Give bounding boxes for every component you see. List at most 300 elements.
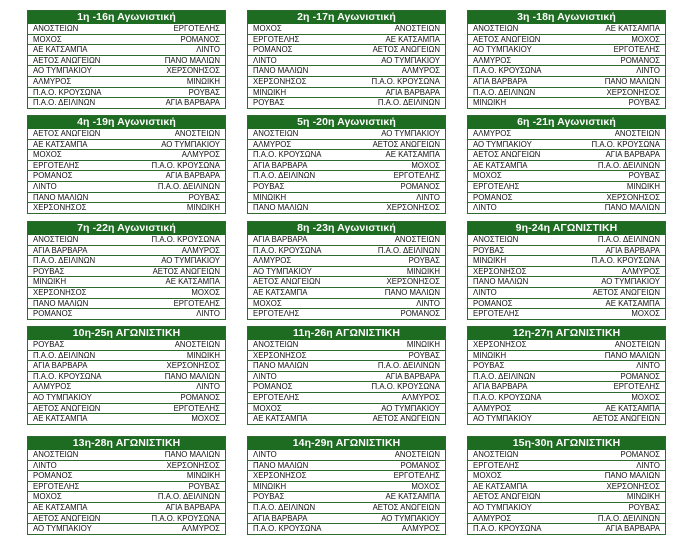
away-team: ΧΕΡΣΟΝΗΣΟΣ bbox=[386, 203, 440, 213]
match-row bbox=[468, 482, 665, 493]
away-team: ΑΟ ΤΥΜΠΑΚΙΟΥ bbox=[161, 139, 220, 149]
home-team: Π.Α.Ο. ΚΡΟΥΣΩΝΑ bbox=[253, 245, 322, 255]
match-row bbox=[468, 235, 665, 246]
away-team: ΛΙΝΤΟ bbox=[416, 192, 440, 202]
away-team: ΛΙΝΤΟ bbox=[196, 382, 220, 392]
match-row bbox=[248, 309, 445, 319]
match-row bbox=[468, 524, 665, 534]
match-row bbox=[28, 267, 225, 278]
round-card bbox=[247, 436, 446, 535]
home-team: ΜΟΧΟΣ bbox=[253, 403, 282, 413]
home-team: ΕΡΓΟΤΕΛΗΣ bbox=[473, 460, 520, 470]
away-team: Π.Α.Ο. ΚΡΟΥΣΩΝΑ bbox=[151, 160, 220, 170]
match-row bbox=[468, 77, 665, 88]
away-team: Π.Α.Ο. ΚΡΟΥΣΩΝΑ bbox=[371, 382, 440, 392]
home-team: Π.Α.Ο. ΔΕΙΛΙΝΩΝ bbox=[253, 502, 316, 512]
home-team: ΑΛΜΥΡΟΣ bbox=[473, 55, 512, 65]
away-team: ΑΝΟΣΤΕΙΩΝ bbox=[174, 129, 220, 138]
home-team: ΕΡΓΟΤΕΛΗΣ bbox=[33, 160, 80, 170]
away-team: ΑΕ ΚΑΤΣΑΜΠΑ bbox=[385, 34, 440, 44]
home-team: ΡΟΥΒΑΣ bbox=[473, 361, 505, 371]
away-team: ΕΡΓΟΤΕΛΗΣ bbox=[393, 171, 440, 181]
home-team: Π.Α.Ο. ΚΡΟΥΣΩΝΑ bbox=[253, 524, 322, 534]
home-team: ΑΛΜΥΡΟΣ bbox=[473, 403, 512, 413]
away-team: ΧΕΡΣΟΝΗΣΟΣ bbox=[386, 277, 440, 287]
home-team: ΡΟΜΑΝΟΣ bbox=[473, 298, 513, 308]
match-row bbox=[28, 471, 225, 482]
away-team: Π.Α.Ο. ΔΕΙΛΙΝΩΝ bbox=[377, 98, 440, 108]
home-team: ΜΟΧΟΣ bbox=[473, 471, 502, 481]
home-team: ΡΟΜΑΝΟΣ bbox=[33, 171, 73, 181]
away-team: ΑΟ ΤΥΜΠΑΚΙΟΥ bbox=[601, 277, 660, 287]
round-title: 9η-24η ΑΓΩΝΙΣΤΙΚΗ bbox=[468, 222, 665, 235]
home-team: ΑΕΤΟΣ ΑΝΩΓΕΙΩΝ bbox=[473, 492, 541, 502]
away-team: ΜΟΧΟΣ bbox=[191, 287, 220, 297]
away-team: ΑΛΜΥΡΟΣ bbox=[181, 245, 220, 255]
match-row bbox=[468, 140, 665, 151]
match-row bbox=[28, 45, 225, 56]
match-row bbox=[248, 492, 445, 503]
home-team: ΠΑΝΟ ΜΑΛΙΩΝ bbox=[253, 361, 309, 371]
match-row bbox=[28, 77, 225, 88]
home-team: ΜΙΝΩΙΚΗ bbox=[253, 192, 287, 202]
home-team: ΑΝΟΣΤΕΙΩΝ bbox=[473, 235, 519, 244]
away-team: Π.Α.Ο. ΔΕΙΛΙΝΩΝ bbox=[377, 245, 440, 255]
match-row bbox=[28, 277, 225, 288]
away-team: ΛΙΝΤΟ bbox=[196, 309, 220, 319]
round-card bbox=[467, 326, 666, 425]
away-team: ΡΟΜΑΝΟΣ bbox=[400, 460, 440, 470]
home-team: ΧΕΡΣΟΝΗΣΟΣ bbox=[253, 471, 307, 481]
away-team: ΑΟ ΤΥΜΠΑΚΙΟΥ bbox=[381, 55, 440, 65]
home-team: Π.Α.Ο. ΔΕΙΛΙΝΩΝ bbox=[473, 371, 536, 381]
home-team: ΛΙΝΤΟ bbox=[253, 55, 277, 65]
home-team: ΡΟΜΑΝΟΣ bbox=[33, 309, 73, 319]
match-row bbox=[28, 56, 225, 67]
home-team: ΡΟΥΒΑΣ bbox=[253, 181, 285, 191]
home-team: ΠΑΝΟ ΜΑΛΙΩΝ bbox=[33, 298, 89, 308]
home-team: ΕΡΓΟΤΕΛΗΣ bbox=[473, 181, 520, 191]
away-team: Π.Α.Ο. ΚΡΟΥΣΩΝΑ bbox=[591, 139, 660, 149]
away-team: ΜΙΝΩΙΚΗ bbox=[626, 181, 660, 191]
home-team: ΜΙΝΩΙΚΗ bbox=[473, 350, 507, 360]
away-team: ΑΛΜΥΡΟΣ bbox=[401, 392, 440, 402]
home-team: ΑΝΟΣΤΕΙΩΝ bbox=[33, 235, 79, 244]
round-title: 13η-28η ΑΓΩΝΙΣΤΙΚΗ bbox=[28, 437, 225, 450]
home-team: ΧΕΡΣΟΝΗΣΟΣ bbox=[473, 266, 527, 276]
match-row bbox=[248, 482, 445, 493]
round-title: 1η -16η Αγωνιστική bbox=[28, 11, 225, 24]
away-team: ΑΛΜΥΡΟΣ bbox=[621, 266, 660, 276]
home-team: Π.Α.Ο. ΔΕΙΛΙΝΩΝ bbox=[473, 87, 536, 97]
away-team: ΑΕΤΟΣ ΑΝΩΓΕΙΩΝ bbox=[372, 139, 440, 149]
away-team: ΡΟΜΑΝΟΣ bbox=[620, 450, 660, 459]
away-team: ΑΛΜΥΡΟΣ bbox=[181, 150, 220, 160]
away-team: ΑΓΙΑ ΒΑΡΒΑΡΑ bbox=[605, 524, 660, 534]
match-row bbox=[28, 524, 225, 534]
match-row bbox=[468, 299, 665, 310]
home-team: ΠΑΝΟ ΜΑΛΙΩΝ bbox=[33, 192, 89, 202]
match-row bbox=[248, 161, 445, 172]
away-team: Π.Α.Ο. ΚΡΟΥΣΩΝΑ bbox=[151, 235, 220, 244]
round-title: 7η -22η Αγωνιστική bbox=[28, 222, 225, 235]
match-row bbox=[468, 203, 665, 213]
match-row bbox=[248, 471, 445, 482]
round-card bbox=[27, 115, 226, 214]
away-team: ΜΙΝΩΙΚΗ bbox=[406, 340, 440, 349]
match-row bbox=[28, 461, 225, 472]
home-team: ΧΕΡΣΟΝΗΣΟΣ bbox=[253, 76, 307, 86]
match-row bbox=[468, 150, 665, 161]
home-team: ΡΟΜΑΝΟΣ bbox=[253, 45, 293, 55]
away-team: ΑΓΙΑ ΒΑΡΒΑΡΑ bbox=[385, 371, 440, 381]
home-team: ΛΙΝΤΟ bbox=[473, 287, 497, 297]
match-row bbox=[248, 414, 445, 424]
round-card bbox=[467, 10, 666, 109]
away-team: ΑΟ ΤΥΜΠΑΚΙΟΥ bbox=[381, 403, 440, 413]
match-row bbox=[248, 393, 445, 404]
away-team: ΜΟΧΟΣ bbox=[411, 160, 440, 170]
home-team: Π.Α.Ο. ΚΡΟΥΣΩΝΑ bbox=[473, 392, 542, 402]
home-team: ΑΝΟΣΤΕΙΩΝ bbox=[33, 450, 79, 459]
away-team: ΕΡΓΟΤΕΛΗΣ bbox=[393, 471, 440, 481]
round-card bbox=[27, 436, 226, 535]
match-row bbox=[468, 288, 665, 299]
away-team: ΜΙΝΩΙΚΗ bbox=[626, 492, 660, 502]
home-team: ΜΟΧΟΣ bbox=[253, 24, 282, 33]
round-card bbox=[27, 326, 226, 425]
match-row bbox=[28, 161, 225, 172]
away-team: ΠΑΝΟ ΜΑΛΙΩΝ bbox=[604, 350, 660, 360]
home-team: Π.Α.Ο. ΔΕΙΛΙΝΩΝ bbox=[253, 171, 316, 181]
away-team: ΡΟΜΑΝΟΣ bbox=[400, 309, 440, 319]
away-team: ΧΕΡΣΟΝΗΣΟΣ bbox=[606, 87, 660, 97]
away-team: ΡΟΜΑΝΟΣ bbox=[180, 34, 220, 44]
away-team: ΑΝΟΣΤΕΙΩΝ bbox=[394, 24, 440, 33]
away-team: Π.Α.Ο. ΔΕΙΛΙΝΩΝ bbox=[597, 235, 660, 244]
match-row bbox=[248, 56, 445, 67]
round-title: 12η-27η ΑΓΩΝΙΣΤΙΚΗ bbox=[468, 327, 665, 340]
match-row bbox=[248, 45, 445, 56]
match-row bbox=[28, 309, 225, 319]
match-row bbox=[248, 171, 445, 182]
away-team: ΑΓΙΑ ΒΑΡΒΑΡΑ bbox=[165, 98, 220, 108]
round-card bbox=[247, 326, 446, 425]
match-row bbox=[468, 382, 665, 393]
away-team: ΑΛΜΥΡΟΣ bbox=[181, 524, 220, 534]
home-team: ΧΕΡΣΟΝΗΣΟΣ bbox=[473, 340, 527, 349]
away-team: ΡΟΥΒΑΣ bbox=[628, 98, 660, 108]
round-card bbox=[467, 436, 666, 535]
away-team: ΡΟΥΒΑΣ bbox=[408, 256, 440, 266]
match-row bbox=[468, 277, 665, 288]
home-team: ΕΡΓΟΤΕΛΗΣ bbox=[253, 34, 300, 44]
match-row bbox=[248, 24, 445, 35]
home-team: ΑΕΤΟΣ ΑΝΩΓΕΙΩΝ bbox=[33, 55, 101, 65]
away-team: ΡΟΜΑΝΟΣ bbox=[180, 392, 220, 402]
away-team: Π.Α.Ο. ΔΕΙΛΙΝΩΝ bbox=[157, 181, 220, 191]
away-team: ΑΓΙΑ ΒΑΡΒΑΡΑ bbox=[605, 150, 660, 160]
home-team: ΠΑΝΟ ΜΑΛΙΩΝ bbox=[253, 203, 309, 213]
away-team: Π.Α.Ο. ΔΕΙΛΙΝΩΝ bbox=[157, 492, 220, 502]
match-row bbox=[28, 98, 225, 108]
match-row bbox=[28, 404, 225, 415]
away-team: ΑΕ ΚΑΤΣΑΜΠΑ bbox=[605, 403, 660, 413]
match-row bbox=[248, 150, 445, 161]
home-team: ΑΕ ΚΑΤΣΑΜΠΑ bbox=[33, 45, 88, 55]
match-row bbox=[28, 246, 225, 257]
home-team: ΑΟ ΤΥΜΠΑΚΙΟΥ bbox=[33, 66, 92, 76]
home-team: ΧΕΡΣΟΝΗΣΟΣ bbox=[33, 287, 87, 297]
home-team: ΕΡΓΟΤΕΛΗΣ bbox=[473, 309, 520, 319]
away-team: ΡΟΥΒΑΣ bbox=[628, 171, 660, 181]
round-title: 15η-30η ΑΓΩΝΙΣΤΙΚΗ bbox=[468, 437, 665, 450]
match-row bbox=[248, 450, 445, 461]
match-row bbox=[28, 492, 225, 503]
away-team: Π.Α.Ο. ΚΡΟΥΣΩΝΑ bbox=[591, 256, 660, 266]
away-team: ΡΟΜΑΝΟΣ bbox=[620, 55, 660, 65]
home-team: ΡΟΥΒΑΣ bbox=[33, 340, 65, 349]
home-team: ΡΟΜΑΝΟΣ bbox=[253, 382, 293, 392]
away-team: ΑΝΟΣΤΕΙΩΝ bbox=[614, 129, 660, 138]
home-team: ΜΟΧΟΣ bbox=[33, 492, 62, 502]
home-team: ΑΓΙΑ ΒΑΡΒΑΡΑ bbox=[253, 235, 308, 244]
match-row bbox=[468, 372, 665, 383]
match-row bbox=[468, 503, 665, 514]
home-team: ΠΑΝΟ ΜΑΛΙΩΝ bbox=[253, 66, 309, 76]
home-team: ΑΕΤΟΣ ΑΝΩΓΕΙΩΝ bbox=[473, 34, 541, 44]
away-team: ΜΙΝΩΙΚΗ bbox=[186, 471, 220, 481]
home-team: ΕΡΓΟΤΕΛΗΣ bbox=[253, 392, 300, 402]
match-row bbox=[28, 450, 225, 461]
away-team: Π.Α.Ο. ΔΕΙΛΙΝΩΝ bbox=[597, 160, 660, 170]
match-row bbox=[468, 24, 665, 35]
match-row bbox=[468, 514, 665, 525]
round-title: 3η -18η Αγωνιστική bbox=[468, 11, 665, 24]
away-team: ΕΡΓΟΤΕΛΗΣ bbox=[613, 382, 660, 392]
away-team: Π.Α.Ο. ΚΡΟΥΣΩΝΑ bbox=[371, 76, 440, 86]
away-team: ΜΙΝΩΙΚΗ bbox=[406, 266, 440, 276]
away-team: Π.Α.Ο. ΔΕΙΛΙΝΩΝ bbox=[377, 361, 440, 371]
round-card bbox=[467, 115, 666, 214]
home-team: ΜΟΧΟΣ bbox=[33, 150, 62, 160]
away-team: ΑΕ ΚΑΤΣΑΜΠΑ bbox=[385, 150, 440, 160]
match-row bbox=[468, 246, 665, 257]
match-row bbox=[28, 393, 225, 404]
away-team: ΡΟΜΑΝΟΣ bbox=[400, 181, 440, 191]
home-team: ΑΕΤΟΣ ΑΝΩΓΕΙΩΝ bbox=[33, 513, 101, 523]
away-team: ΑΕΤΟΣ ΑΝΩΓΕΙΩΝ bbox=[152, 266, 220, 276]
away-team: ΕΡΓΟΤΕΛΗΣ bbox=[173, 298, 220, 308]
home-team: ΑΝΟΣΤΕΙΩΝ bbox=[33, 24, 79, 33]
home-team: ΑΕ ΚΑΤΣΑΜΠΑ bbox=[253, 287, 308, 297]
home-team: ΛΙΝΤΟ bbox=[33, 181, 57, 191]
away-team: ΑΛΜΥΡΟΣ bbox=[401, 524, 440, 534]
match-row bbox=[248, 246, 445, 257]
match-row bbox=[248, 35, 445, 46]
home-team: ΡΟΜΑΝΟΣ bbox=[473, 192, 513, 202]
home-team: ΑΓΙΑ ΒΑΡΒΑΡΑ bbox=[33, 245, 88, 255]
match-row bbox=[468, 98, 665, 108]
home-team: ΑΟ ΤΥΜΠΑΚΙΟΥ bbox=[473, 414, 532, 424]
match-row bbox=[28, 193, 225, 204]
match-row bbox=[28, 299, 225, 310]
away-team: ΑΕΤΟΣ ΑΝΩΓΕΙΩΝ bbox=[592, 287, 660, 297]
home-team: ΑΕ ΚΑΤΣΑΜΠΑ bbox=[33, 139, 88, 149]
away-team: ΠΑΝΟ ΜΑΛΙΩΝ bbox=[164, 55, 220, 65]
home-team: ΠΑΝΟ ΜΑΛΙΩΝ bbox=[473, 277, 529, 287]
away-team: ΛΙΝΤΟ bbox=[196, 45, 220, 55]
home-team: ΛΙΝΤΟ bbox=[473, 203, 497, 213]
match-row bbox=[468, 461, 665, 472]
away-team: ΜΙΝΩΙΚΗ bbox=[186, 203, 220, 213]
home-team: Π.Α.Ο. ΚΡΟΥΣΩΝΑ bbox=[253, 150, 322, 160]
match-row bbox=[468, 340, 665, 351]
home-team: ΑΛΜΥΡΟΣ bbox=[473, 129, 512, 138]
away-team: ΡΟΥΒΑΣ bbox=[188, 192, 220, 202]
match-row bbox=[248, 193, 445, 204]
round-title: 6η -21η Αγωνιστική bbox=[468, 116, 665, 129]
match-row bbox=[248, 404, 445, 415]
home-team: Π.Α.Ο. ΚΡΟΥΣΩΝΑ bbox=[33, 87, 102, 97]
home-team: ΑΕ ΚΑΤΣΑΜΠΑ bbox=[253, 414, 308, 424]
round-card bbox=[27, 10, 226, 109]
home-team: ΑΓΙΑ ΒΑΡΒΑΡΑ bbox=[253, 513, 308, 523]
home-team: ΜΟΧΟΣ bbox=[253, 298, 282, 308]
match-row bbox=[468, 182, 665, 193]
match-row bbox=[468, 404, 665, 415]
match-row bbox=[248, 503, 445, 514]
away-team: ΜΟΧΟΣ bbox=[631, 392, 660, 402]
round-card bbox=[247, 221, 446, 320]
home-team: ΑΕΤΟΣ ΑΝΩΓΕΙΩΝ bbox=[253, 277, 321, 287]
match-row bbox=[468, 267, 665, 278]
match-row bbox=[468, 450, 665, 461]
match-row bbox=[28, 372, 225, 383]
home-team: ΑΕ ΚΑΤΣΑΜΠΑ bbox=[33, 414, 88, 424]
away-team: ΑΕΤΟΣ ΑΝΩΓΕΙΩΝ bbox=[372, 414, 440, 424]
round-card bbox=[247, 115, 446, 214]
away-team: ΑΕ ΚΑΤΣΑΜΠΑ bbox=[165, 277, 220, 287]
match-row bbox=[468, 129, 665, 140]
round-card bbox=[247, 10, 446, 109]
match-row bbox=[248, 382, 445, 393]
home-team: ΜΙΝΩΙΚΗ bbox=[473, 98, 507, 108]
away-team: ΕΡΓΟΤΕΛΗΣ bbox=[173, 403, 220, 413]
home-team: ΑΝΟΣΤΕΙΩΝ bbox=[253, 129, 299, 138]
match-row bbox=[468, 414, 665, 424]
match-row bbox=[248, 361, 445, 372]
match-row bbox=[248, 88, 445, 99]
match-row bbox=[28, 203, 225, 213]
match-row bbox=[248, 514, 445, 525]
match-row bbox=[28, 88, 225, 99]
away-team: ΛΙΝΤΟ bbox=[636, 361, 660, 371]
match-row bbox=[28, 340, 225, 351]
home-team: Π.Α.Ο. ΚΡΟΥΣΩΝΑ bbox=[473, 66, 542, 76]
away-team: ΜΙΝΩΙΚΗ bbox=[186, 76, 220, 86]
home-team: ΑΕΤΟΣ ΑΝΩΓΕΙΩΝ bbox=[33, 129, 101, 138]
home-team: ΑΓΙΑ ΒΑΡΒΑΡΑ bbox=[473, 76, 528, 86]
match-row bbox=[28, 351, 225, 362]
match-row bbox=[28, 288, 225, 299]
match-row bbox=[28, 235, 225, 246]
away-team: ΜΟΧΟΣ bbox=[631, 34, 660, 44]
away-team: ΡΟΥΒΑΣ bbox=[188, 87, 220, 97]
away-team: ΑΛΜΥΡΟΣ bbox=[401, 66, 440, 76]
home-team: Π.Α.Ο. ΔΕΙΛΙΝΩΝ bbox=[33, 350, 96, 360]
match-row bbox=[248, 461, 445, 472]
home-team: ΑΕ ΚΑΤΣΑΜΠΑ bbox=[473, 481, 528, 491]
match-row bbox=[248, 351, 445, 362]
away-team: ΠΑΝΟ ΜΑΛΙΩΝ bbox=[604, 471, 660, 481]
match-row bbox=[28, 66, 225, 77]
match-row bbox=[28, 182, 225, 193]
away-team: ΑΝΟΣΤΕΙΩΝ bbox=[394, 450, 440, 459]
away-team: ΑΟ ΤΥΜΠΑΚΙΟΥ bbox=[161, 256, 220, 266]
away-team: ΡΟΜΑΝΟΣ bbox=[620, 371, 660, 381]
match-row bbox=[28, 361, 225, 372]
round-card bbox=[467, 221, 666, 320]
home-team: ΑΕΤΟΣ ΑΝΩΓΕΙΩΝ bbox=[473, 150, 541, 160]
home-team: ΕΡΓΟΤΕΛΗΣ bbox=[253, 309, 300, 319]
match-row bbox=[248, 372, 445, 383]
home-team: ΑΛΜΥΡΟΣ bbox=[253, 139, 292, 149]
away-team: ΡΟΥΒΑΣ bbox=[188, 481, 220, 491]
round-title: 5η -20η Αγωνιστική bbox=[248, 116, 445, 129]
match-row bbox=[248, 129, 445, 140]
match-row bbox=[468, 393, 665, 404]
away-team: ΠΑΝΟ ΜΑΛΙΩΝ bbox=[384, 287, 440, 297]
away-team: ΑΝΟΣΤΕΙΩΝ bbox=[394, 235, 440, 244]
home-team: Π.Α.Ο. ΚΡΟΥΣΩΝΑ bbox=[33, 371, 102, 381]
match-row bbox=[28, 140, 225, 151]
away-team: ΠΑΝΟ ΜΑΛΙΩΝ bbox=[604, 203, 660, 213]
match-row bbox=[468, 161, 665, 172]
away-team: ΜΟΧΟΣ bbox=[411, 481, 440, 491]
home-team: ΧΕΡΣΟΝΗΣΟΣ bbox=[253, 350, 307, 360]
home-team: ΑΛΜΥΡΟΣ bbox=[33, 382, 72, 392]
match-row bbox=[28, 414, 225, 424]
away-team: ΑΓΙΑ ΒΑΡΒΑΡΑ bbox=[165, 171, 220, 181]
match-row bbox=[248, 340, 445, 351]
home-team: ΑΕ ΚΑΤΣΑΜΠΑ bbox=[33, 502, 88, 512]
home-team: ΑΟ ΤΥΜΠΑΚΙΟΥ bbox=[473, 139, 532, 149]
round-title: 14η-29η ΑΓΩΝΙΣΤΙΚΗ bbox=[248, 437, 445, 450]
match-row bbox=[28, 503, 225, 514]
home-team: ΑΓΙΑ ΒΑΡΒΑΡΑ bbox=[253, 160, 308, 170]
home-team: ΡΟΥΒΑΣ bbox=[253, 98, 285, 108]
match-row bbox=[468, 256, 665, 267]
away-team: ΧΕΡΣΟΝΗΣΟΣ bbox=[166, 361, 220, 371]
home-team: ΜΟΧΟΣ bbox=[33, 34, 62, 44]
home-team: ΕΡΓΟΤΕΛΗΣ bbox=[33, 481, 80, 491]
away-team: Π.Α.Ο. ΔΕΙΛΙΝΩΝ bbox=[597, 513, 660, 523]
away-team: ΛΙΝΤΟ bbox=[636, 460, 660, 470]
away-team: ΡΟΥΒΑΣ bbox=[628, 502, 660, 512]
match-row bbox=[468, 171, 665, 182]
round-title: 8η -23η Αγωνιστική bbox=[248, 222, 445, 235]
away-team: ΑΕ ΚΑΤΣΑΜΠΑ bbox=[385, 492, 440, 502]
match-row bbox=[28, 35, 225, 46]
match-row bbox=[468, 492, 665, 503]
away-team: ΧΕΡΣΟΝΗΣΟΣ bbox=[606, 481, 660, 491]
home-team: ΑΓΙΑ ΒΑΡΒΑΡΑ bbox=[473, 382, 528, 392]
match-row bbox=[248, 77, 445, 88]
match-row bbox=[248, 98, 445, 108]
away-team: ΛΙΝΤΟ bbox=[416, 298, 440, 308]
home-team: ΑΟ ΤΥΜΠΑΚΙΟΥ bbox=[253, 266, 312, 276]
